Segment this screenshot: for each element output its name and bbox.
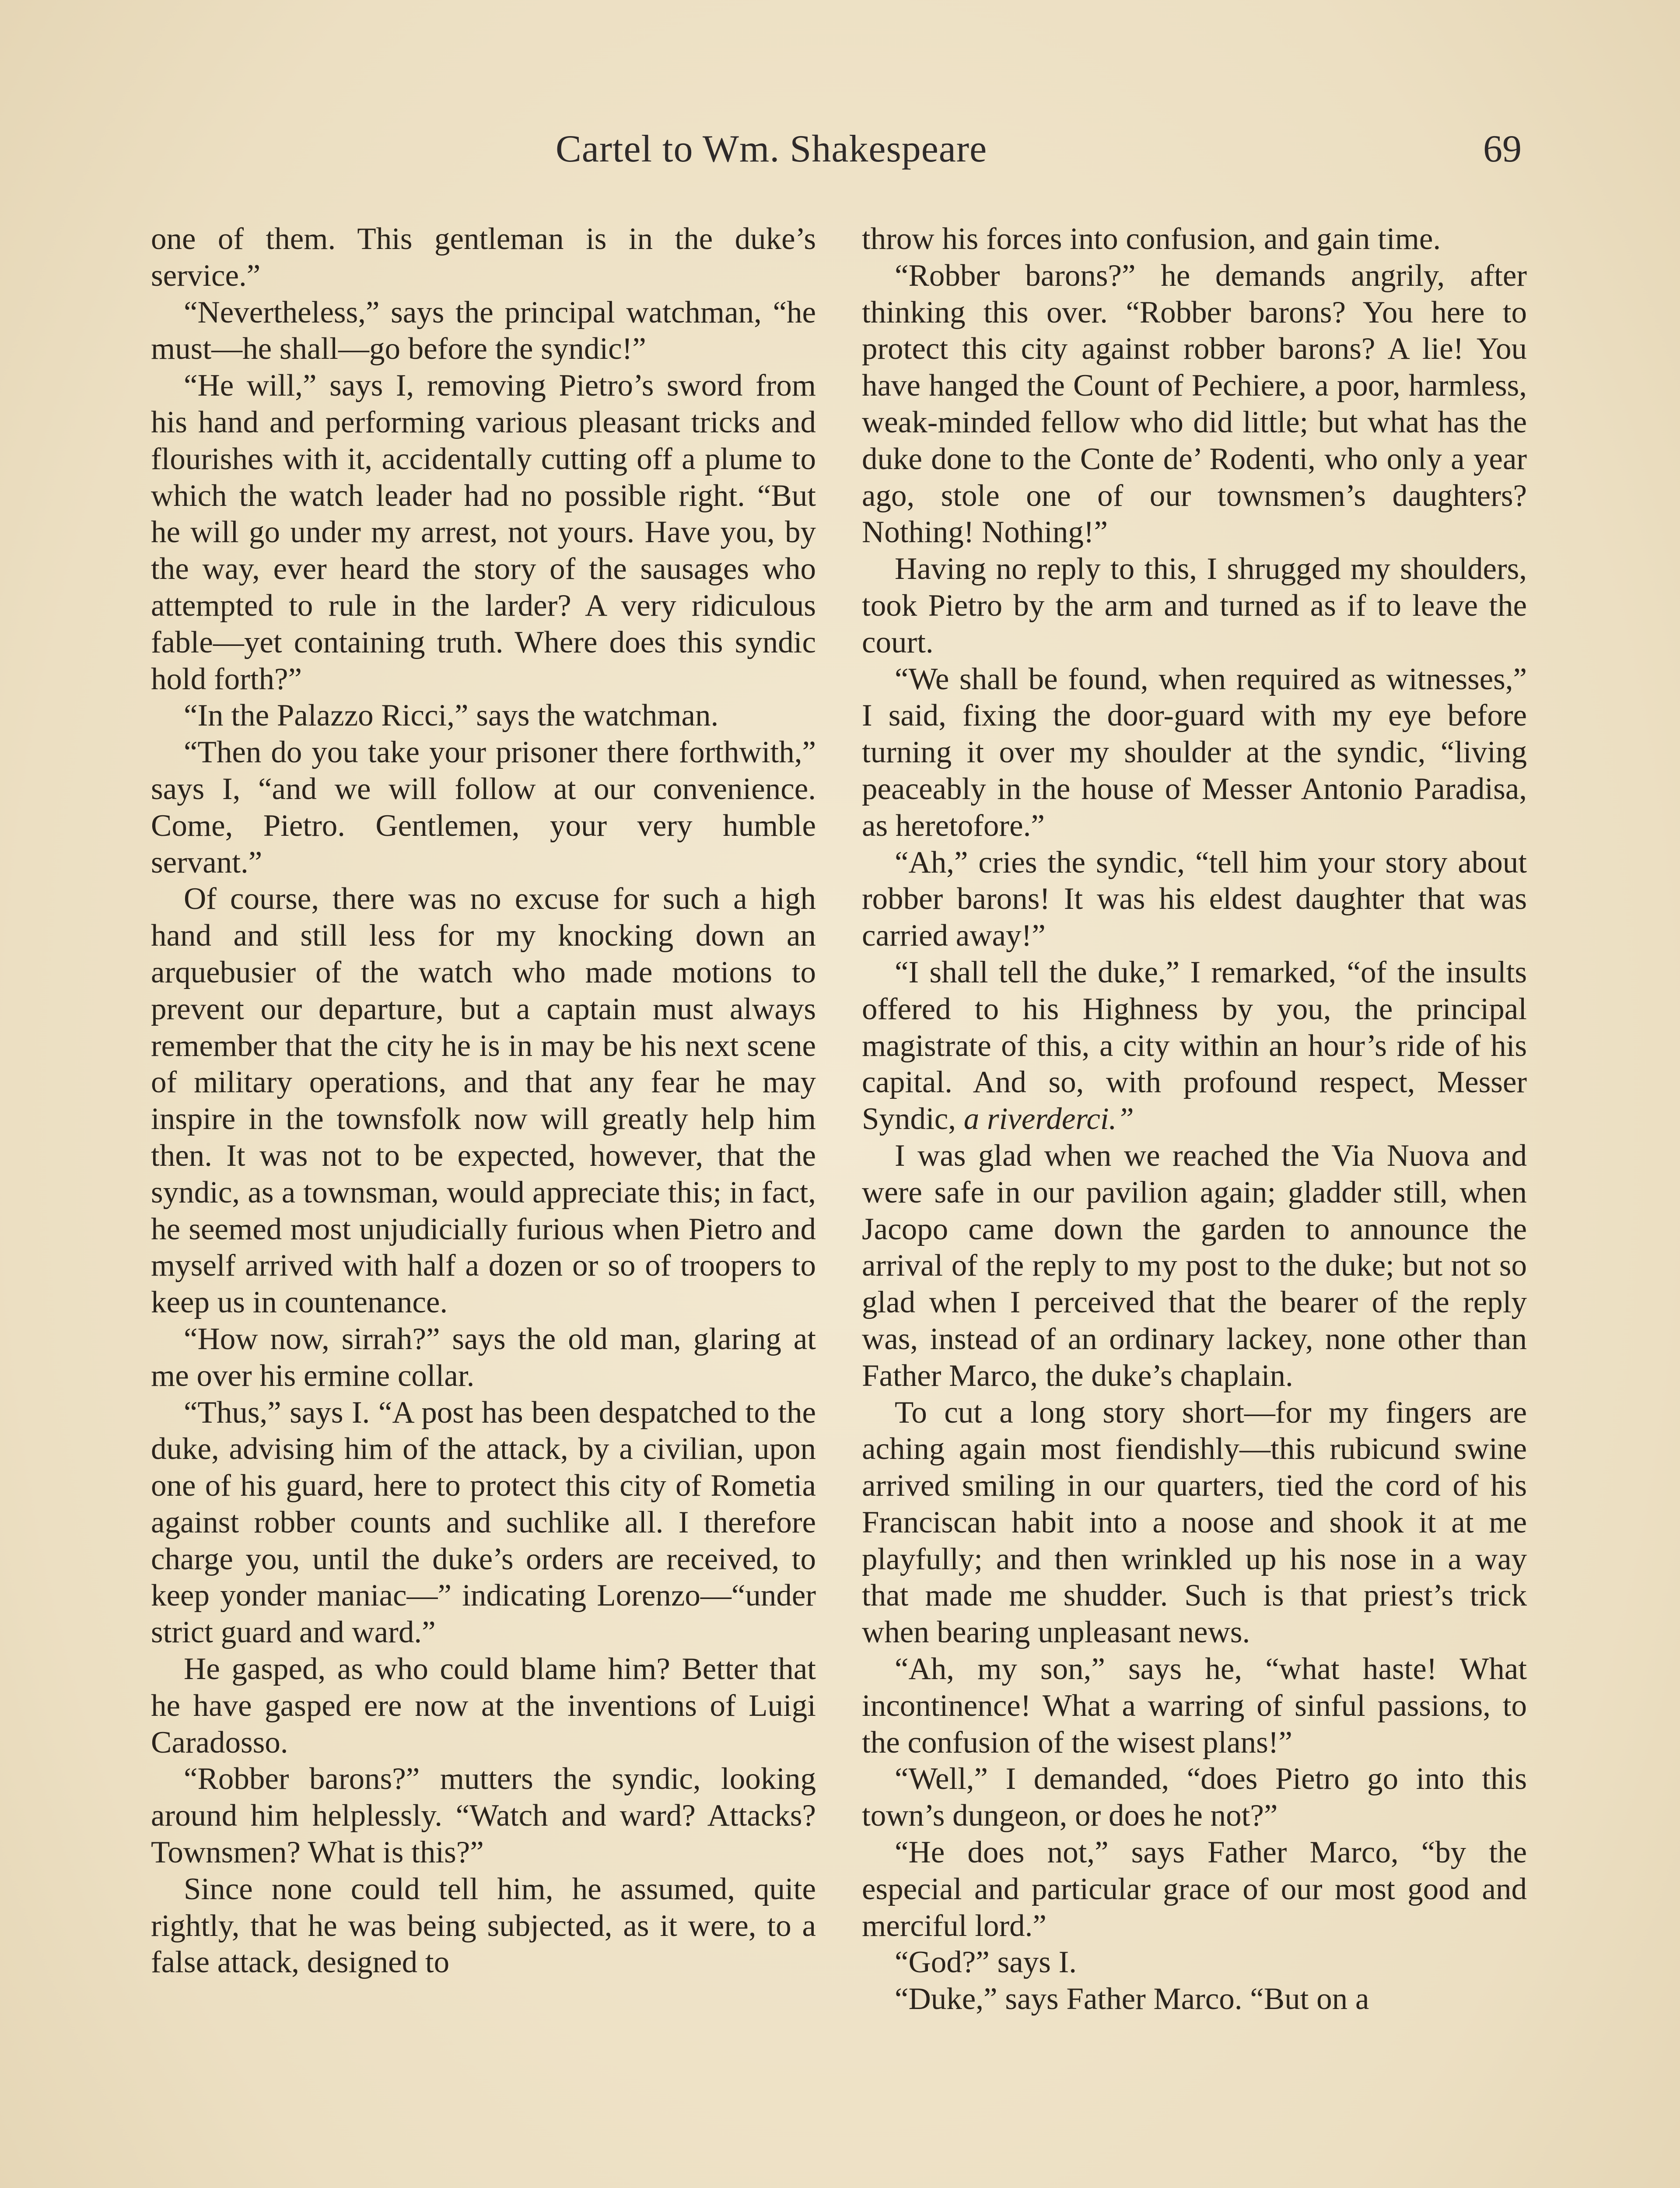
paragraph: Of course, there was no excuse for such a high hand and still less for my knocking down an arquebusier of the watch who made motions to prevent our departure, but a captain must always remember that the city he is in may be his next scene of military operations, and that any fear he may inspire in the townsfolk now will greatly help him then. It was not to be expected, however, that the syndic, as a townsman, would appreciate this; in fact, he seemed most unjudicially furious when Pietro and myself arrived with half a dozen or so of troopers to keep us in countenance. — [151, 882, 816, 1320]
paragraph: one of them. This gentleman is in the duke’s service.” — [151, 222, 816, 293]
paragraph: “Then do you take your prisoner there forthwith,” says I, “and we will follow at our convenience. Come, Pietro. Gentlemen, your very humble servant.” — [151, 735, 816, 880]
paragraph: Since none could tell him, he assumed, quite rightly, that he was being subjected, as it were, to a false attack, designed to — [151, 1872, 816, 1980]
running-head — [0, 127, 1680, 193]
paragraph: Having no reply to this, I shrugged my shoulders, took Pietro by the arm and turned as if to leave the court. — [862, 552, 1527, 659]
paragraph: “We shall be found, when required as witnesses,” I said, fixing the door-guard with my eye before turning it over my shoulder at the syndic, “living peaceably in the house of Messer Antonio Paradisa, as heretofore.” — [862, 662, 1527, 843]
paragraph: He gasped, as who could blame him? Better that he have gasped ere now at the inventions of Luigi Caradosso. — [151, 1652, 816, 1760]
paragraph: “Ah, my son,” says he, “what haste! What incontinence! What a warring of sinful passions, to the confusion of the wisest plans!” — [862, 1652, 1527, 1760]
paragraph: “Thus,” says I. “A post has been despatched to the duke, advising him of the attack, by a civilian, upon one of his guard, here to protect this city of Rometia against robber counts and suchlike all. I therefore charge you, until the duke’s orders are received, to keep yonder maniac—” indicating Lorenzo—“under strict guard and ward.” — [151, 1395, 816, 1650]
page-number: 69 — [1483, 128, 1522, 170]
paragraph: To cut a long story short—for my fingers are aching again most fiendishly—this rubicund swine arrived smiling in our quarters, tied the cord of his Franciscan habit into a noose and shook it at me playfully; and then wrinkled up his nose in a way that made me shudder. Such is that priest’s trick when bearing unpleasant news. — [862, 1395, 1527, 1650]
italic-phrase: a riverderci.” — [963, 1102, 1134, 1136]
paragraph: “He does not,” says Father Marco, “by the especial and particular grace of our most good and merciful lord.” — [862, 1835, 1527, 1943]
paragraph: “In the Palazzo Ricci,” says the watchman. — [184, 698, 719, 733]
paragraph: I was glad when we reached the Via Nuova and were safe in our pavilion again; gladder still, when Jacopo came down the garden to announce the arrival of the reply to my post to the duke; but not so glad when I perceived that the bearer of the reply was, instead of an ordinary lackey, none other than Father Marco, the duke’s chaplain. — [862, 1138, 1527, 1393]
paragraph: “Duke,” says Father Marco. “But on a — [895, 1982, 1369, 2016]
paragraph: “How now, sirrah?” says the old man, glaring at me over his ermine collar. — [151, 1322, 816, 1393]
paragraph: throw his forces into confusion, and gain time. — [862, 222, 1441, 256]
paragraph: “He will,” says I, removing Pietro’s sword from his hand and performing various pleasant tricks and flourishes with it, accidentally cutting off a plume to which the watch leader had no possible right. “But he will go under my arrest, not yours. Have you, by the way, ever heard the story of the sausages who attempted to rule in the larder? A very ridiculous fable—yet containing truth. Where does this syndic hold forth?” — [151, 368, 816, 696]
paragraph: “God?” says I. — [895, 1945, 1077, 1980]
paragraph-with-italic — [862, 954, 1527, 1138]
paragraph: “Well,” I demanded, “does Pietro go into this town’s dungeon, or does he not?” — [862, 1762, 1527, 1833]
left-column — [151, 221, 816, 1981]
paragraph: “Robber barons?” mutters the syndic, looking around him helplessly. “Watch and ward? Attacks? Townsmen? What is this?” — [151, 1762, 816, 1870]
right-column — [862, 221, 1527, 2018]
paragraph: “Ah,” cries the syndic, “tell him your story about robber barons! It was his eldest daughter that was carried away!” — [862, 845, 1527, 953]
running-title: Cartel to Wm. Shakespeare — [556, 128, 987, 170]
paragraph-text: “I shall tell the duke,” I remarked, “of the insults offered to his Highness by you, the principal magistrate of this, a city within an hour’s ride of his capital. And so, with profound respect, Messer Syndic, — [862, 955, 1527, 1136]
paragraph: “Robber barons?” he demands angrily, after thinking this over. “Robber barons? You here to protect this city against robber barons? A lie! You have hanged the Count of Pechiere, a poor, harmless, weak-minded fellow who did little; but what has the duke done to the Conte de’ Rodenti, who only a year ago, stole one of our townsmen’s daughters? Nothing! Nothing!” — [862, 258, 1527, 550]
paragraph: “Nevertheless,” says the principal watchman, “he must—he shall—go before the syndic!” — [151, 295, 816, 366]
